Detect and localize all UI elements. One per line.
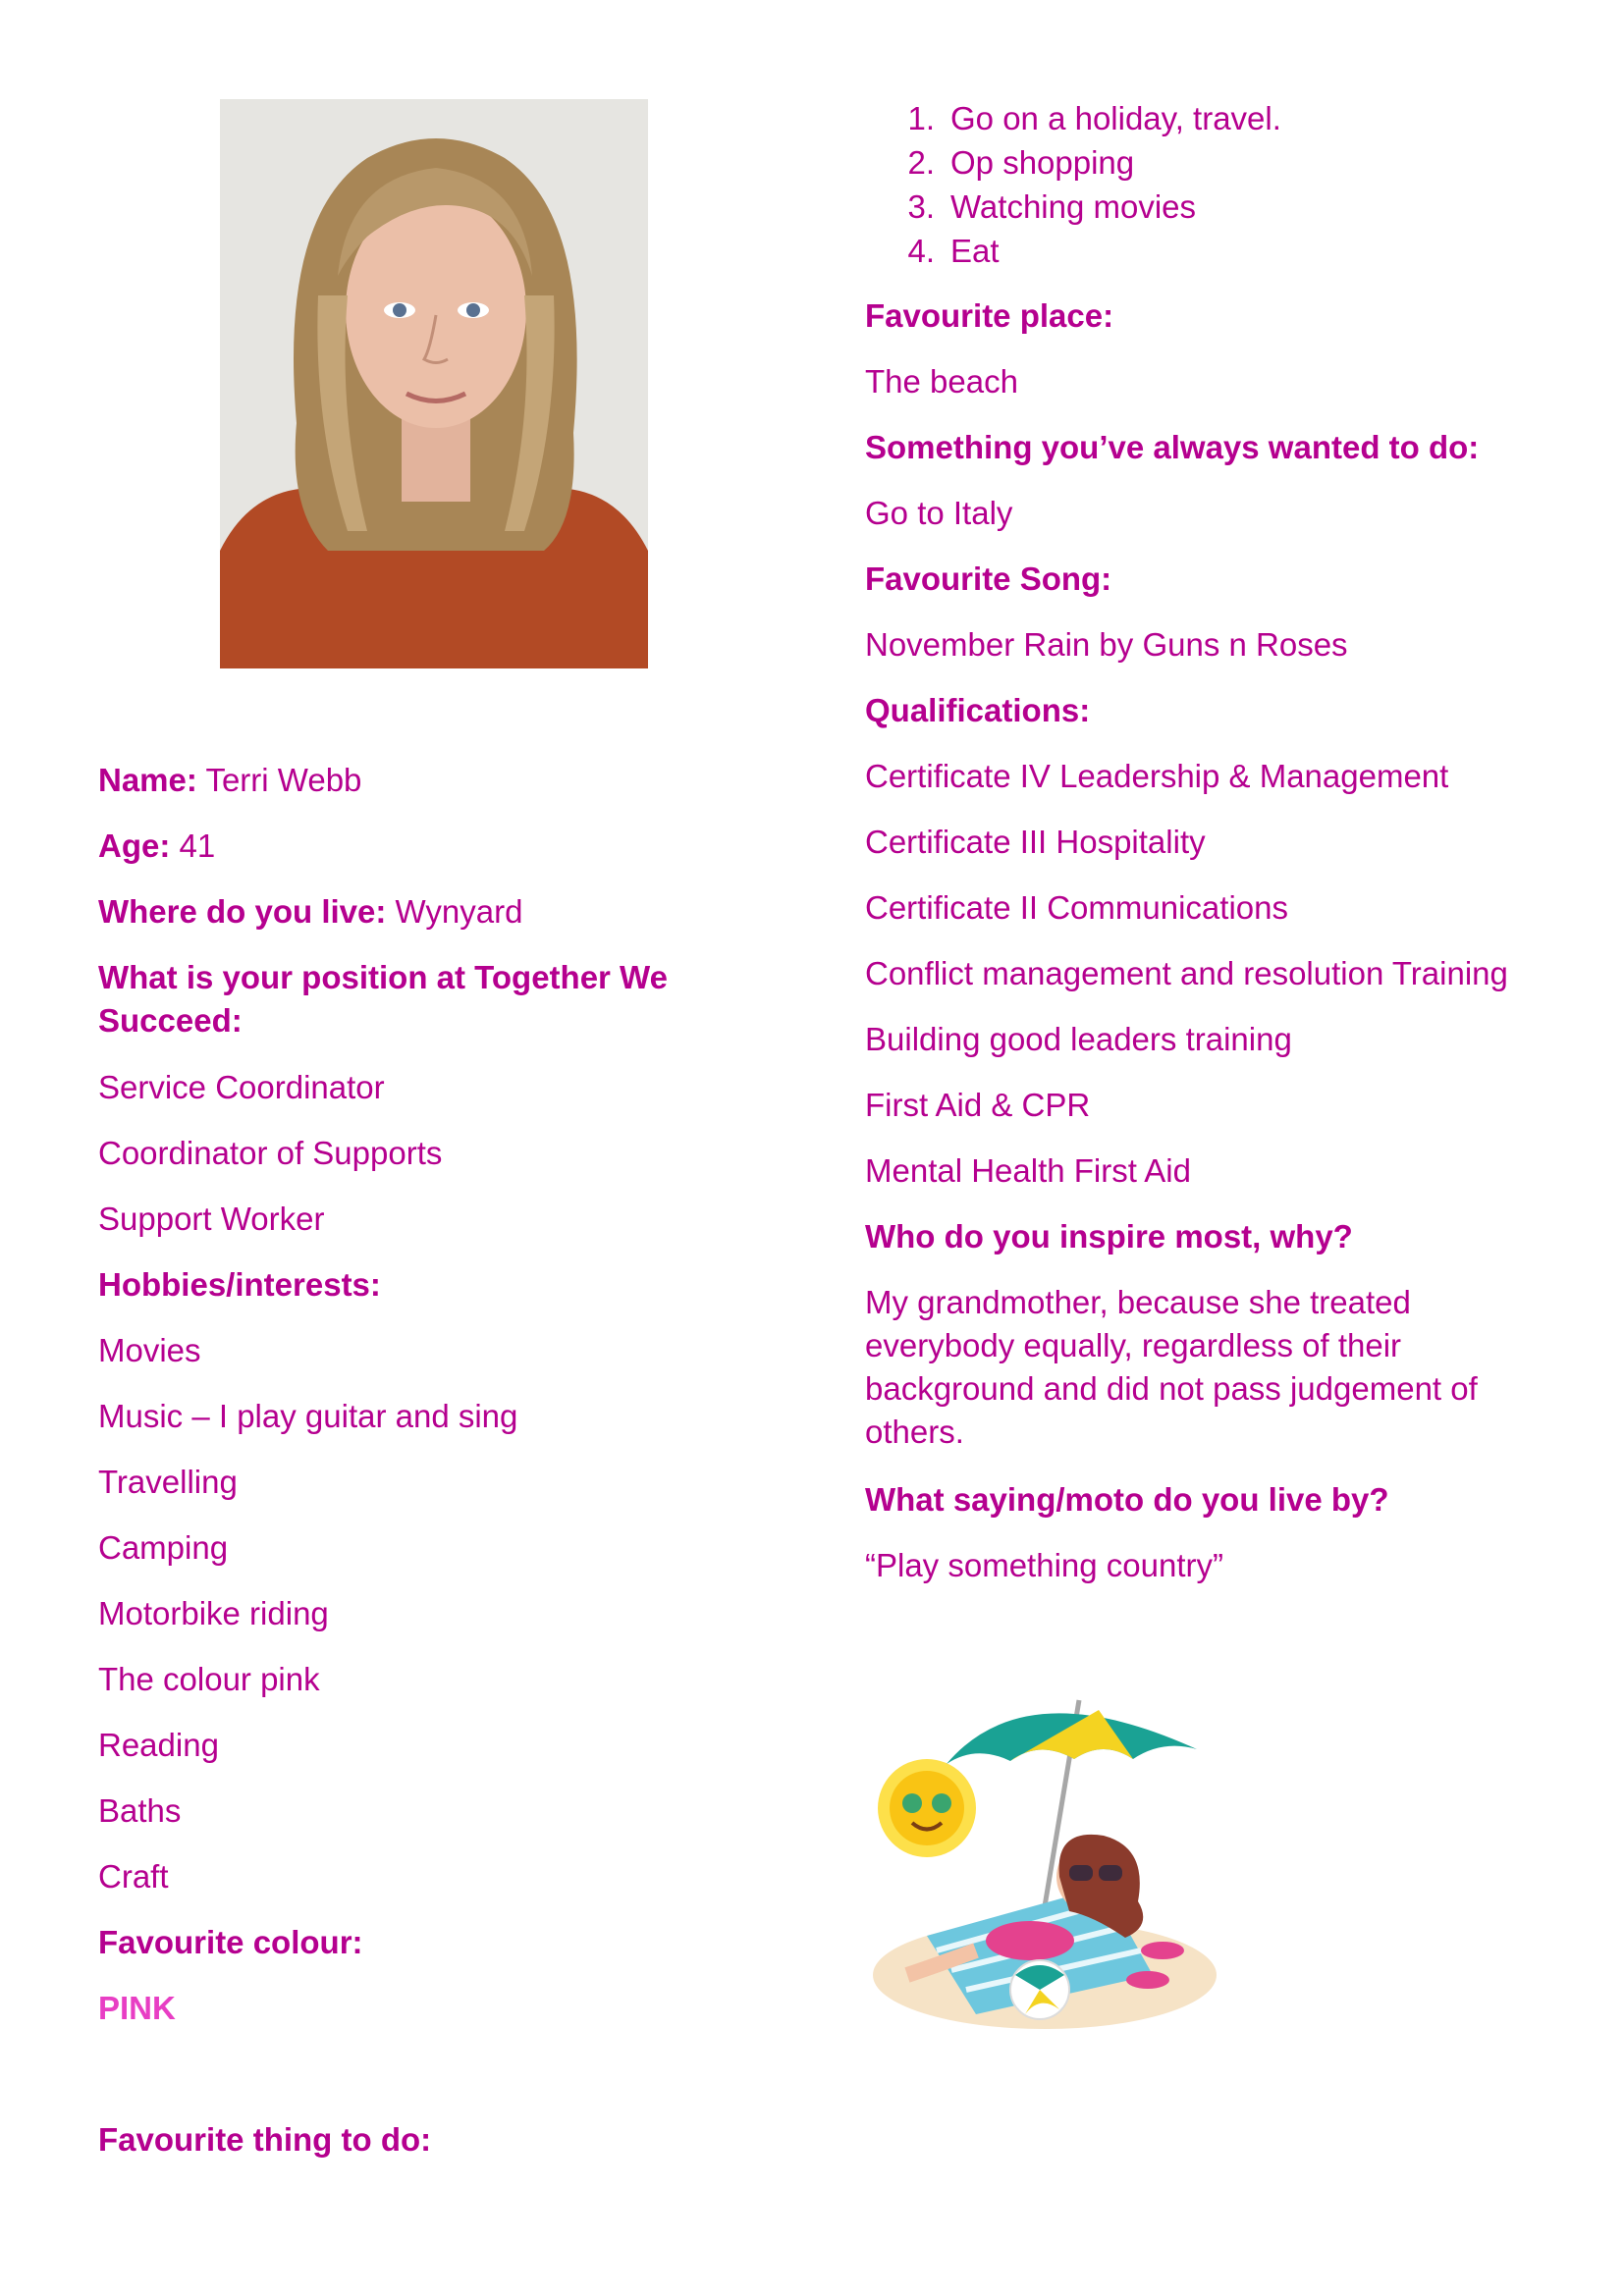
position-item: Service Coordinator: [98, 1069, 385, 1105]
profile-photo: [220, 99, 648, 668]
inspire-label: Who do you inspire most, why?: [865, 1218, 1353, 1255]
age-row: [98, 825, 215, 868]
thing-text: Watching movies: [950, 188, 1197, 225]
moto-value: “Play something country”: [865, 1547, 1223, 1583]
live-row: [98, 890, 522, 934]
thing-num: 3.: [907, 188, 935, 225]
qualification-item: Building good leaders training: [865, 1021, 1292, 1057]
song-label: Favourite Song:: [865, 561, 1112, 597]
thing-text: Go on a holiday, travel.: [950, 100, 1281, 136]
qualification-item: Conflict management and resolution Training: [865, 955, 1508, 991]
age-label: Age:: [98, 828, 171, 864]
name-value: Terri Webb: [205, 762, 362, 798]
thing-item: [884, 230, 1000, 273]
song-value: November Rain by Guns n Roses: [865, 626, 1348, 663]
thing-num: 2.: [907, 144, 935, 181]
wanted-label: Something you’ve always wanted to do:: [865, 429, 1480, 465]
beach-ball-icon: [1010, 1960, 1069, 2019]
position-item: Support Worker: [98, 1201, 325, 1237]
age-value: 41: [179, 828, 216, 864]
portrait-illustration: [220, 99, 648, 668]
beach-girl-icon: [868, 1681, 1221, 2034]
sun-icon: [878, 1759, 976, 1857]
inspire-value: My grandmother, because she treated everybody equally, regardless of their background and did not pass judgement of others.: [865, 1284, 1478, 1450]
hobby-item: Travelling: [98, 1464, 238, 1500]
hobby-item: Motorbike riding: [98, 1595, 329, 1631]
position-item: Coordinator of Supports: [98, 1135, 443, 1171]
hobby-item: Reading: [98, 1727, 219, 1763]
live-label: Where do you live:: [98, 893, 387, 930]
hobbies-label: Hobbies/interests:: [98, 1266, 381, 1303]
colour-value: PINK: [98, 1990, 176, 2026]
thing-item: [884, 97, 1281, 140]
qualifications-label: Qualifications:: [865, 692, 1091, 728]
hobby-item: Baths: [98, 1792, 182, 1829]
hobby-item: Movies: [98, 1332, 201, 1368]
hobby-item: Craft: [98, 1858, 169, 1895]
qualification-item: Certificate IV Leadership & Management: [865, 758, 1449, 794]
live-value: Wynyard: [395, 893, 523, 930]
wanted-value: Go to Italy: [865, 495, 1013, 531]
moto-label: What saying/moto do you live by?: [865, 1481, 1389, 1518]
thing-item: [884, 141, 1134, 185]
thing-label: Favourite thing to do:: [98, 2121, 432, 2158]
beach-illustration: [868, 1681, 1221, 2034]
qualification-item: Certificate II Communications: [865, 889, 1288, 926]
place-value: The beach: [865, 363, 1018, 400]
colour-label: Favourite colour:: [98, 1924, 363, 1960]
hobby-item: Camping: [98, 1529, 229, 1566]
hobby-item: Music – I play guitar and sing: [98, 1398, 518, 1434]
thing-num: 4.: [907, 233, 935, 269]
qualification-item: First Aid & CPR: [865, 1087, 1091, 1123]
name-label: Name:: [98, 762, 197, 798]
qualification-item: Certificate III Hospitality: [865, 824, 1206, 860]
thing-text: Op shopping: [950, 144, 1135, 181]
qualification-item: Mental Health First Aid: [865, 1152, 1191, 1189]
position-label: What is your position at Together We Succeed:: [98, 959, 668, 1039]
thing-num: 1.: [907, 100, 935, 136]
hobby-item: The colour pink: [98, 1661, 320, 1697]
name-row: [98, 759, 361, 802]
place-label: Favourite place:: [865, 297, 1114, 334]
thing-text: Eat: [950, 233, 1000, 269]
thing-item: [884, 186, 1196, 229]
